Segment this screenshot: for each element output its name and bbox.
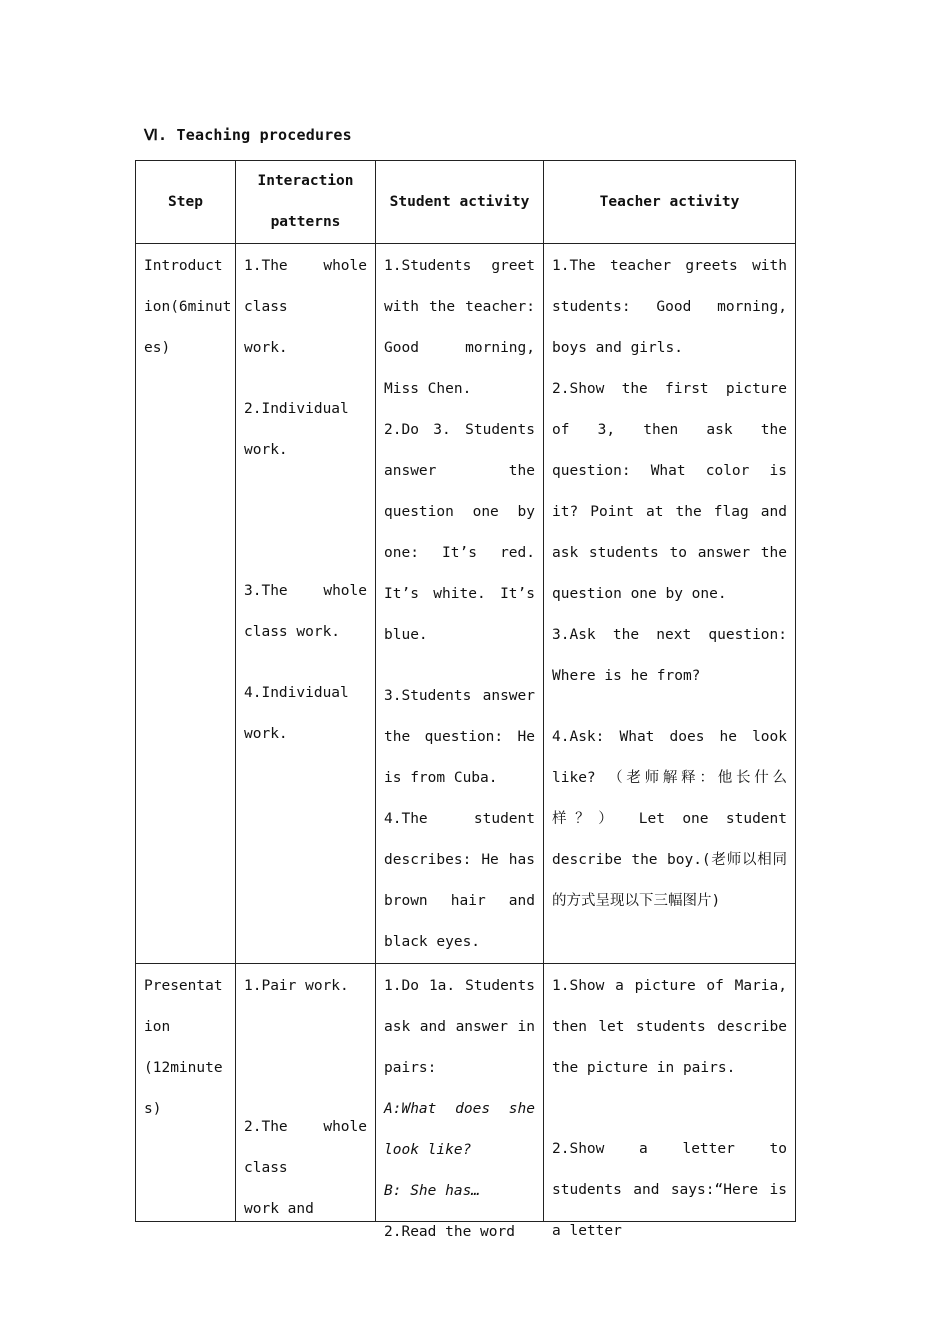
student-activity-item: 3.Students answer the question: He is from Cuba. bbox=[384, 688, 535, 786]
step-cell bbox=[136, 244, 236, 964]
header-teacher-activity: Teacher activity bbox=[544, 161, 796, 244]
header-step: Step bbox=[136, 161, 236, 244]
table-row bbox=[136, 244, 796, 964]
teaching-procedures-table bbox=[135, 160, 796, 1240]
student-activity-item: 4.The student describes: He has brown hair and black eyes. bbox=[384, 811, 535, 950]
teacher-activity-cell bbox=[544, 964, 796, 1239]
interaction-item: 3.The whole class work. bbox=[244, 583, 367, 640]
student-activity-cell bbox=[376, 964, 544, 1240]
teacher-activity-item: 2.Show a letter to students and says:“Here is a letter bbox=[552, 1141, 787, 1239]
interaction-item: 2.Individual work. bbox=[244, 401, 349, 458]
teacher-activity-item: 2.Show the first picture of 3, then ask the question: What color is it? Point at the flag and ask students to answer the question one by one. bbox=[552, 381, 787, 602]
teacher-activity-item: 4.Ask: What does he look like? （老师解释：他长什么样？） Let one student describe the boy.(老师以相同的方式呈现以下三幅图片) bbox=[552, 729, 787, 909]
interaction-item: 2.The whole class work and bbox=[244, 1119, 367, 1217]
student-activity-cell bbox=[376, 244, 544, 964]
step-label: Introduct ion(6minut es) bbox=[144, 258, 232, 356]
student-activity-item: 2.Read the word bbox=[384, 1224, 515, 1240]
teacher-activity-item: 3.Ask the next question: Where is he from? bbox=[552, 627, 787, 684]
student-activity-item: 2.Do 3. Students answer the question one by one: It’s red. It’s white. It’s blue. bbox=[384, 422, 535, 643]
interaction-item: 4.Individual work. bbox=[244, 685, 349, 742]
student-activity-item: A:What does she look like? bbox=[384, 1101, 535, 1158]
table-header-row bbox=[136, 161, 796, 244]
interaction-item: 1.Pair work. bbox=[244, 978, 349, 994]
header-student-activity: Student activity bbox=[376, 161, 544, 244]
interaction-cell bbox=[236, 244, 376, 964]
student-activity-item: 1.Students greet with the teacher: Good morning, Miss Chen. bbox=[384, 258, 535, 397]
table-row bbox=[136, 964, 796, 1222]
student-activity-item: 1.Do 1a. Students ask and answer in pairs: bbox=[384, 978, 535, 1076]
teacher-activity-item: 1.Show a picture of Maria, then let students describe the picture in pairs. bbox=[552, 978, 787, 1076]
section-heading: Ⅵ. Teaching procedures bbox=[144, 126, 352, 144]
teacher-activity-cell bbox=[544, 244, 796, 964]
student-activity-item: B: She has… bbox=[384, 1183, 481, 1199]
interaction-cell bbox=[236, 964, 376, 1222]
teacher-activity-item: 1.The teacher greets with students: Good morning, boys and girls. bbox=[552, 258, 787, 356]
step-label: Presentat ion (12minute s) bbox=[144, 978, 223, 1117]
interaction-item: 1.The whole class work. bbox=[244, 258, 367, 356]
header-interaction-patterns: Interaction patterns bbox=[236, 161, 376, 244]
step-cell bbox=[136, 964, 236, 1222]
